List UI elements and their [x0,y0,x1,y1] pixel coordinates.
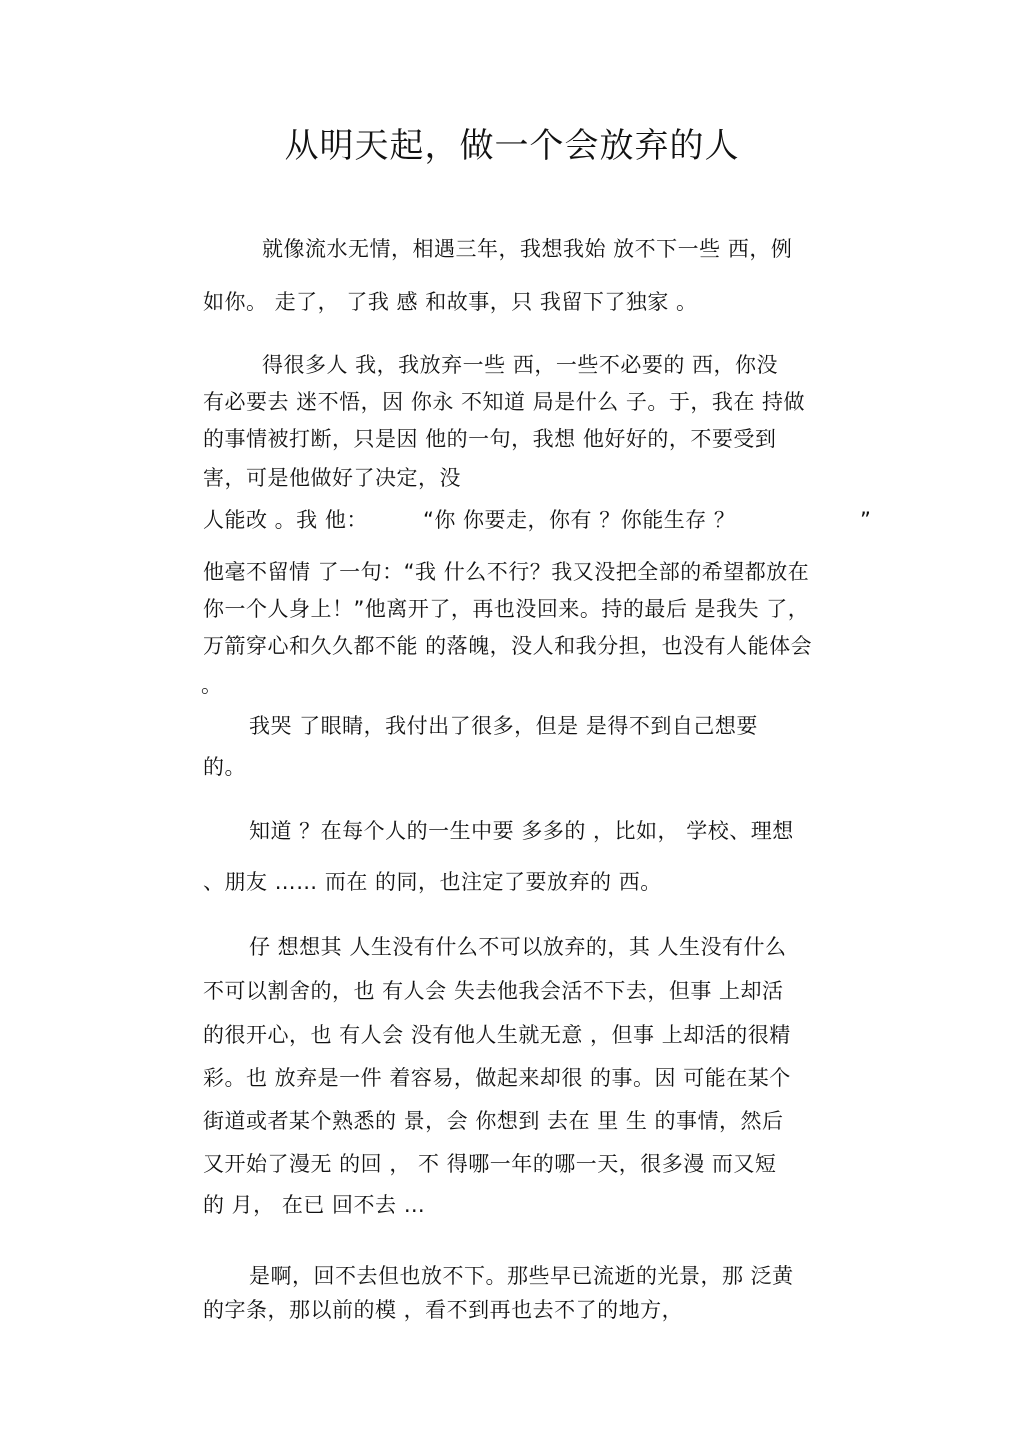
text-line: 你一个人身上！”他离开了，再也没回来。持的最后 是我失 了， [203,597,810,621]
quote-line: “你 你要走，你有 ？你能生存 ？ [423,508,736,532]
text-line: 不可以割舍的，也 有人会 失去他我会活不下去，但事 上却活 [203,979,784,1003]
closing-quote: ” [860,508,872,532]
text-line: 仔 想想其 人生没有什么不可以放弃的，其 人生没有什么 [249,935,787,959]
text-line: 又开始了漫无 的回 ， 不 得哪一年的哪一天，很多漫 而又短 [203,1152,777,1176]
text-line: 他毫不留情 了一句：“我 什么不行？我又没把全部的希望都放在 [203,560,810,584]
text-line: 。 [201,673,223,697]
text-line: 知道 ？在每个人的一生中要 多多的 ，比如， 学校、理想 [249,819,794,843]
text-line: 彩。也 放弃是一件 着容易，做起来却很 的事。因 可能在某个 [203,1066,791,1090]
text-line: 的很开心，也 有人会 没有他人生就无意 ，但事 上却活的很精 [203,1023,791,1047]
text-line: 如你。 走了， 了我 感 和故事，只 我留下了独家 。 [203,290,698,314]
text-line: 的。 [203,755,246,779]
text-line: 的字条，那以前的模 ，看不到再也去不了的地方， [203,1298,684,1322]
text-line: 街道或者某个熟悉的 景，会 你想到 去在 里 生 的事情，然后 [203,1109,784,1133]
document-title: 从明天起，做一个会放弃的人 [284,126,740,166]
text-line: 有必要去 迷不悟，因 你永 不知道 局是什么 子。于，我在 持做 [203,390,806,414]
text-line: 得很多人 我，我放弃一些 西，一些不必要的 西，你没 [262,353,779,377]
text-line: 人能改 。我 他： [203,508,368,532]
text-line: 、朋友 …… 而在 的同，也注定了要放弃的 西。 [203,870,662,894]
text-line: 害，可是他做好了决定，没 [203,466,461,490]
text-line: 的事情被打断，只是因 他的一句，我想 他好好的，不要受到 [203,427,777,451]
text-line: 的 月， 在已 回不去 … [203,1193,426,1217]
text-line: 万箭穿心和久久都不能 的落魄，没人和我分担，也没有人能体会 [203,634,813,658]
text-line: 就像流水无情，相遇三年，我想我始 放不下一些 西，例 [262,237,793,261]
text-line: 我哭 了眼睛，我付出了很多，但是 是得不到自己想要 [249,714,758,738]
text-line: 是啊，回不去但也放不下。那些早已流逝的光景，那 泛黄 [249,1264,794,1288]
